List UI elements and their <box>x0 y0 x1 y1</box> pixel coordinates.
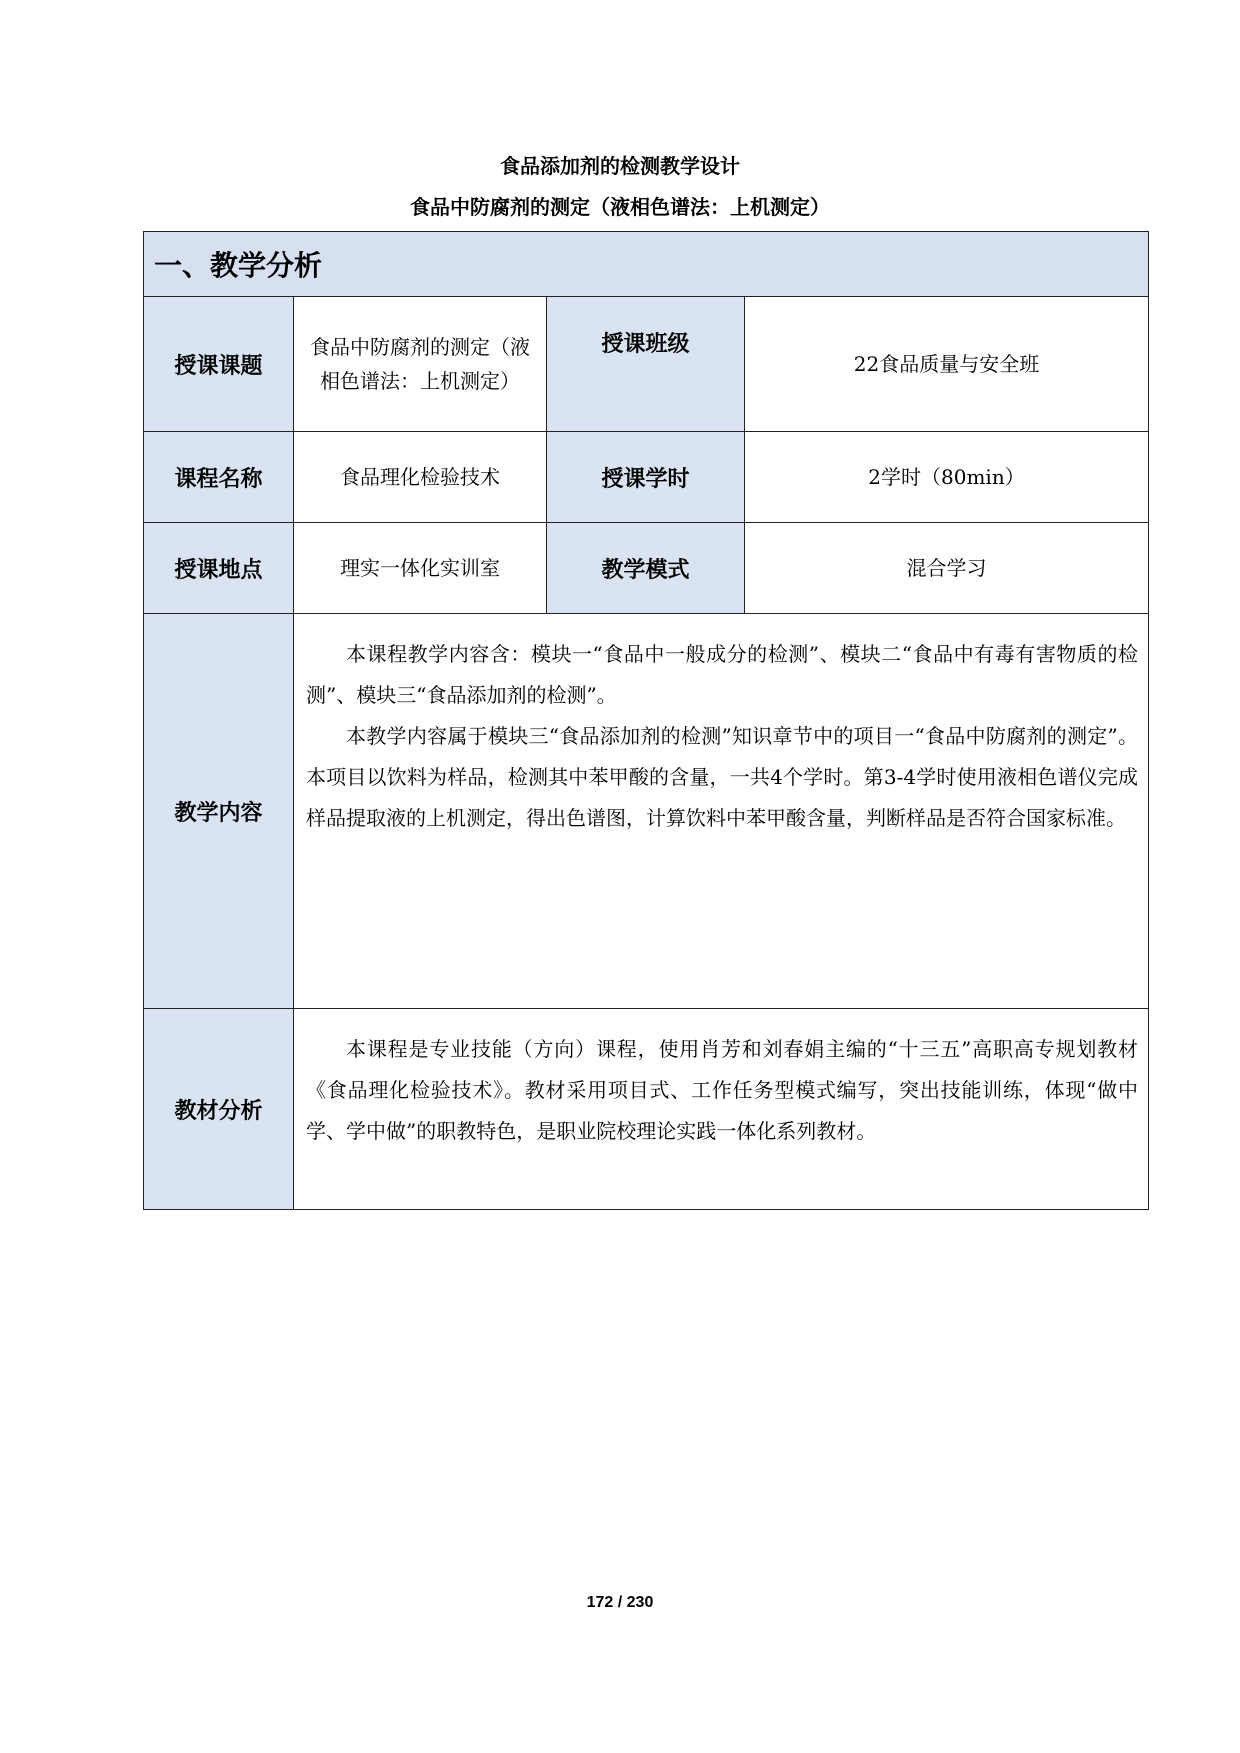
mode-value: 混合学习 <box>745 523 1149 614</box>
hours-label: 授课学时 <box>547 432 745 523</box>
content-body <box>294 614 1149 1009</box>
document-title: 食品添加剂的检测教学设计 <box>500 154 740 178</box>
textbook-paragraph: 本课程是专业技能（方向）课程，使用肖芳和刘春娟主编的“十三五”高职高专规划教材《食品理化检验技术》。教材采用项目式、工作任务型模式编写，突出技能训练，体现“做中学、学中做”的职教特色，是职业院校理论实践一体化系列教材。 <box>306 1037 1139 1143</box>
topic-label: 授课课题 <box>144 297 294 432</box>
section-heading: 一、教学分析 <box>144 232 1149 297</box>
class-label: 授课班级 <box>547 297 745 432</box>
hours-value: 2学时（80min） <box>745 432 1149 523</box>
textbook-body <box>294 1009 1149 1210</box>
course-value: 食品理化检验技术 <box>294 432 547 523</box>
location-label: 授课地点 <box>144 523 294 614</box>
mode-label: 教学模式 <box>547 523 745 614</box>
course-row <box>144 432 1149 523</box>
page-number: 172 / 230 <box>586 1594 654 1611</box>
content-paragraph: 本课程教学内容含：模块一“食品中一般成分的检测”、模块二“食品中有毒有害物质的检测”、模块三“食品添加剂的检测”。 <box>306 642 1139 707</box>
location-value: 理实一体化实训室 <box>294 523 547 614</box>
content-paragraph: 本教学内容属于模块三“食品添加剂的检测”知识章节中的项目一“食品中防腐剂的测定”。本项目以饮料为样品，检测其中苯甲酸的含量，一共4个学时。第3-4学时使用液相色谱仪完成样品提取液的上机测定，得出色谱图，计算饮料中苯甲酸含量，判断样品是否符合国家标准。 <box>306 724 1139 830</box>
textbook-row <box>144 1009 1149 1210</box>
content-label: 教学内容 <box>144 614 294 1009</box>
document-subtitle: 食品中防腐剂的测定（液相色谱法：上机测定） <box>410 195 830 219</box>
topic-value: 食品中防腐剂的测定（液相色谱法：上机测定） <box>294 297 547 432</box>
location-row <box>144 523 1149 614</box>
topic-row <box>144 297 1149 432</box>
section-heading-row <box>144 232 1149 297</box>
teaching-analysis-table <box>143 231 1149 1210</box>
content-row <box>144 614 1149 1009</box>
course-label: 课程名称 <box>144 432 294 523</box>
class-value: 22食品质量与安全班 <box>745 297 1149 432</box>
textbook-label: 教材分析 <box>144 1009 294 1210</box>
